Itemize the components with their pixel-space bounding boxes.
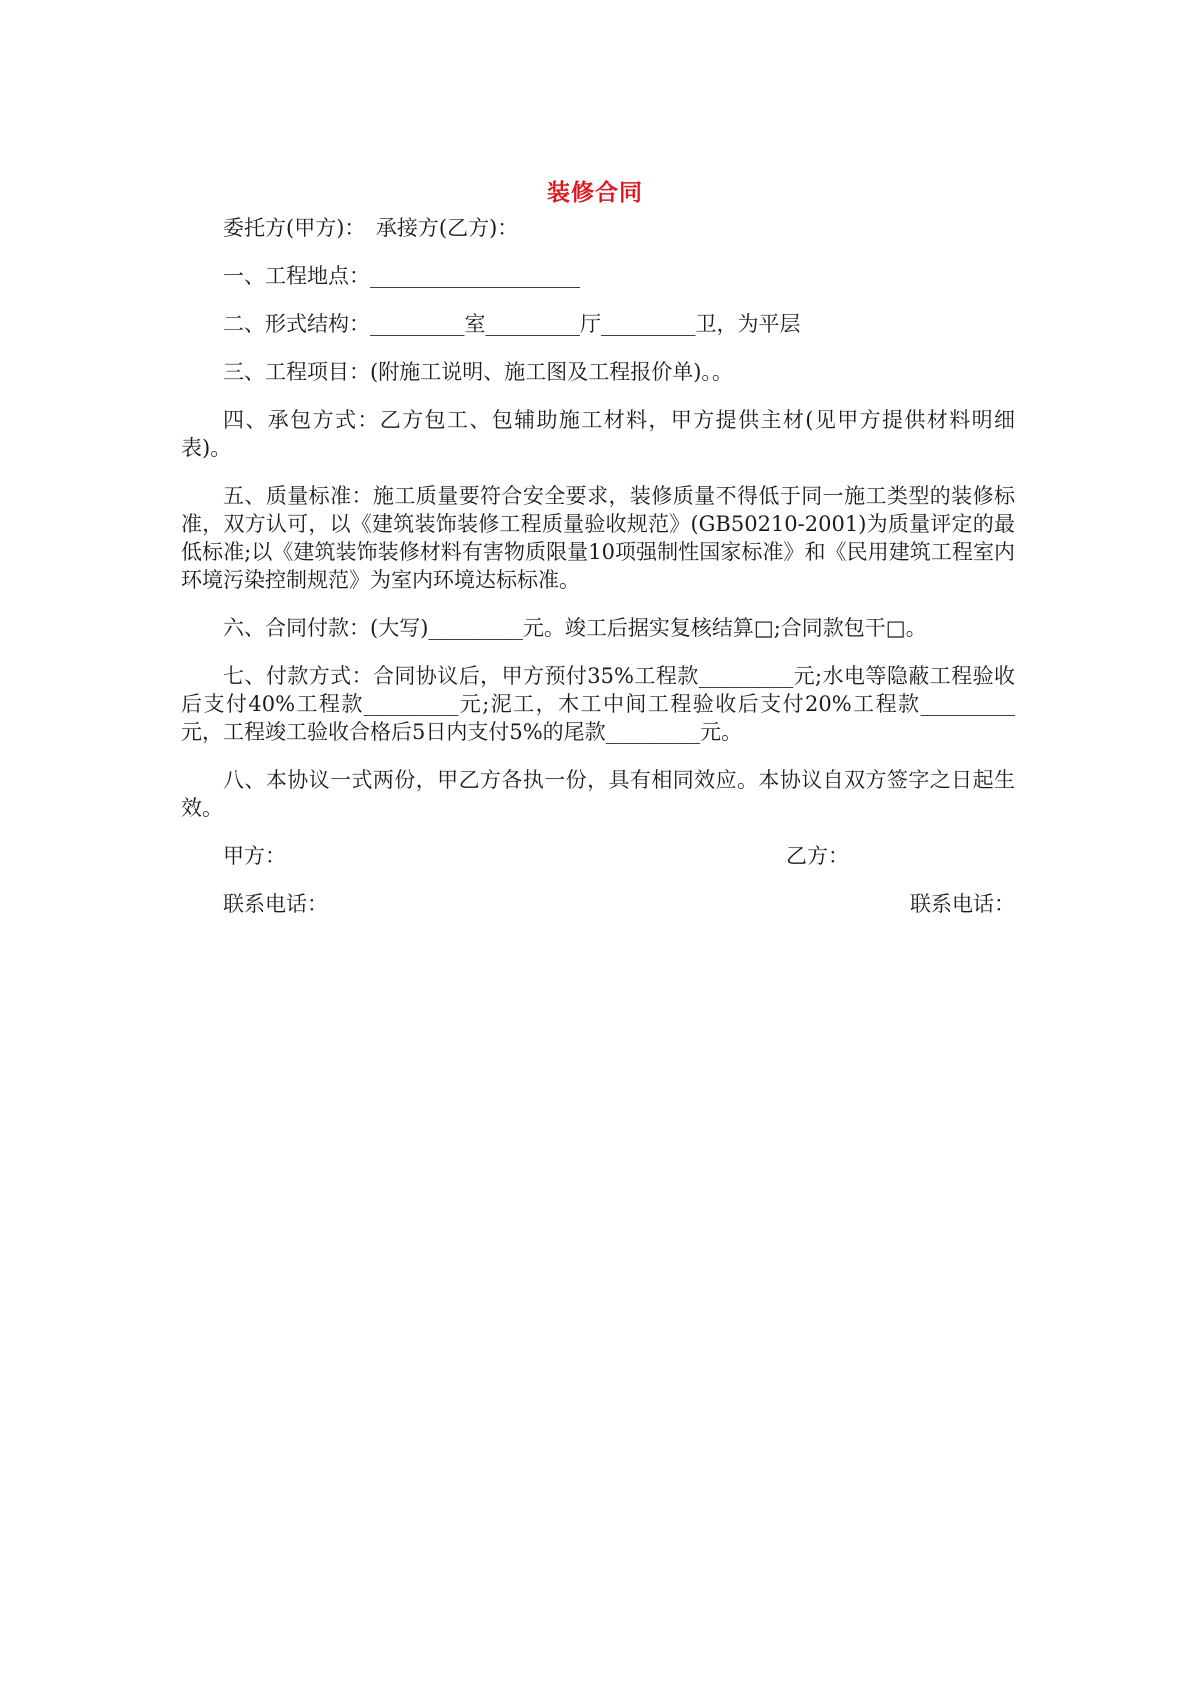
clause-3-items: 三、工程项目：(附施工说明、施工图及工程报价单)。。: [223, 360, 733, 384]
phone-row: [181, 890, 1015, 918]
party-a-signature-label: 甲方：: [223, 844, 286, 868]
clause-5-quality: 五、质量标准：施工质量要符合安全要求，装修质量不得低于同一施工类型的装修标准，双方认可，以《建筑装饰装修工程质量验收规范》(GB50210-2001)为质量评定的最低标准;以《建筑装饰装修材料有害物质限量10项强制性国家标准》和《民用建筑工程室内环境污染控制规范》为室内环境达标标准。: [181, 484, 1015, 592]
parties-line: 委托方(甲方)： 承接方(乙方)：: [223, 216, 519, 240]
party-a-phone-label: 联系电话：: [223, 892, 328, 916]
document-body: [181, 214, 1015, 938]
clause-7-payment-method: 七、付款方式：合同协议后，甲方预付35%工程款_________元;水电等隐蔽工程验收后支付40%工程款_________元;泥工，木工中间工程验收后支付20%工程款_________元，工程竣工验收合格后5日内支付5%的尾款_________元。: [181, 664, 1015, 744]
document-title: 装修合同: [547, 179, 643, 206]
clause-6-payment-amount: 六、合同付款：(大写)_________元。竣工后据实复核结算□;合同款包干□。: [223, 616, 927, 640]
signature-row: [181, 842, 1015, 870]
clause-8-effect: 八、本协议一式两份，甲乙方各执一份，具有相同效应。本协议自双方签字之日起生效。: [181, 768, 1015, 820]
clause-4-contract-method: 四、承包方式：乙方包工、包辅助施工材料，甲方提供主材(见甲方提供材料明细表)。: [181, 408, 1015, 460]
clause-2-structure: 二、形式结构：_________室_________厅_________卫，为平层: [223, 312, 801, 336]
party-b-signature-label: 乙方：: [786, 844, 849, 868]
party-b-phone-label: 联系电话：: [910, 892, 1015, 916]
clause-1-location: 一、工程地点：____________________: [223, 264, 580, 288]
